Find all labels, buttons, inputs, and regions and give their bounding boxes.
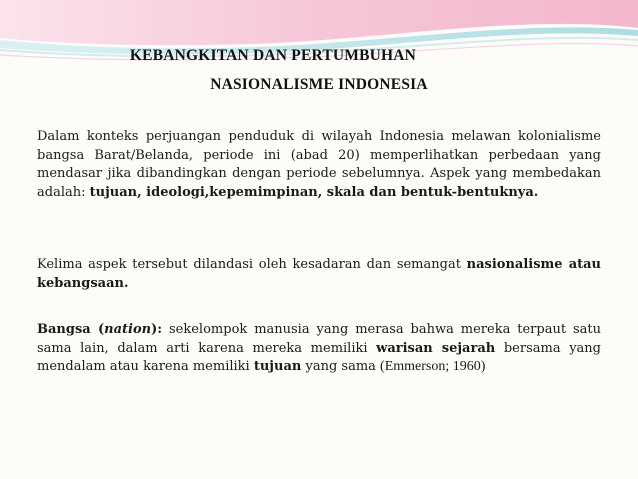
paragraph-aspects-text: Kelima aspek tersebut dilandasi oleh kesadaran dan semangat [37,257,467,272]
slide-title-line-1: KEBANGKITAN DAN PERTUMBUHAN [129,47,417,64]
slide-title-line-2: NASIONALISME INDONESIA [210,76,428,93]
definition-term: Bangsa (nation): [37,322,163,337]
paragraph-context-bold: tujuan, ideologi,kepemimpinan, skala dan bentuk-bentuknya. [89,184,539,200]
paragraph-aspects-bold: nasionalisme atau kebangsaan. [37,257,601,291]
definition-text-2: bersama yang mendalam atau karena memiliki [37,340,601,374]
paragraph-definition [37,321,601,377]
definition-text-1: sekelompok manusia yang merasa bahwa mereka terpaut satu sama lain, dalam arti karena mereka memiliki [37,322,601,356]
paragraph-context [37,128,601,202]
definition-term-italic: nation [104,322,152,337]
definition-bold-2: tujuan [253,359,302,374]
definition-citation: (Emmerson; 1960) [380,359,486,374]
definition-bold-1: warisan sejarah [376,340,496,356]
definition-text-3: yang sama [301,359,381,374]
paragraph-aspects [37,256,601,293]
paragraph-context-text: Dalam konteks perjuangan penduduk di wilayah Indonesia melawan kolonialisme bangsa Barat/Belanda, periode ini (abad 20) memperlihatkan perbedaan yang mendasar jika dibandingkan dengan periode sebelumnya. Aspek yang membedakan adalah: [37,129,601,200]
